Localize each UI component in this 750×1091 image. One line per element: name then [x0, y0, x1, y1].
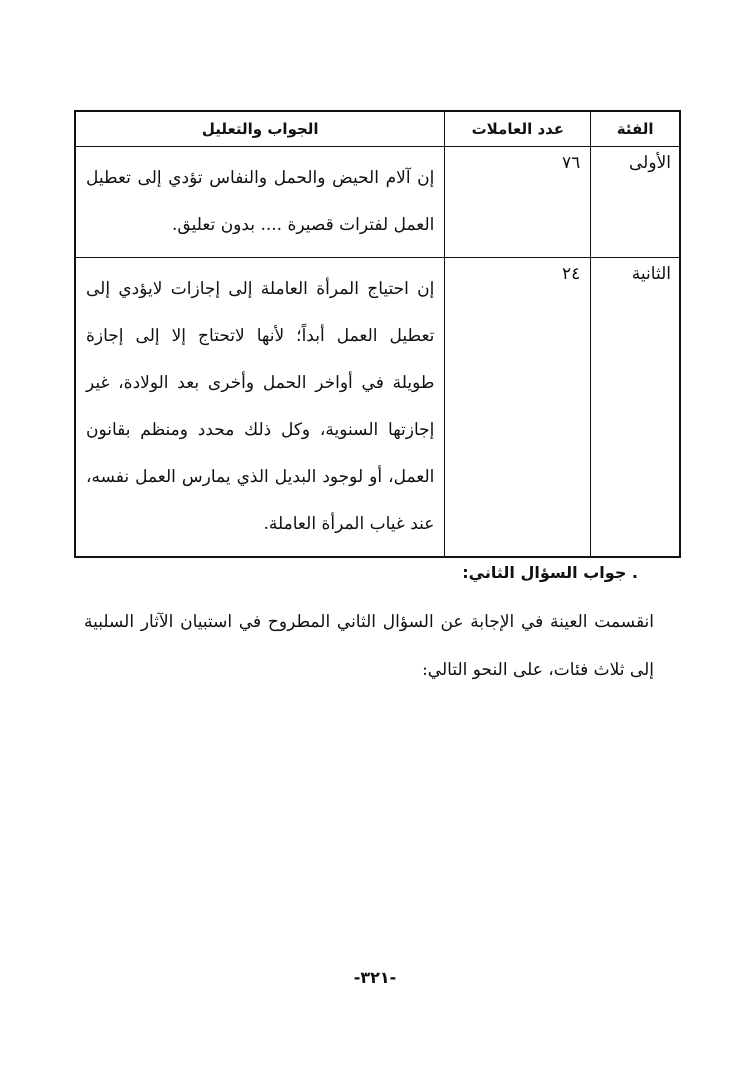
row-category: الثانية [591, 258, 680, 558]
table-row [75, 258, 680, 558]
row-answer: إن احتياج المرأة العاملة إلى إجازات لايؤدي إلى تعطيل العمل أبداً؛ لأنها لاتحتاج إلا إلى إجازة طويلة في أواخر الحمل وأخرى بعد الولادة، غير إجازتها السنوية، وكل ذلك محدد ومنظم بقانون العمل، أو لوجود البديل الذي يمارس العمل نفسه، عند غياب المرأة العاملة. [75, 258, 445, 558]
section-title: . جواب السؤال الثاني: [462, 563, 638, 582]
section-body: انقسمت العينة في الإجابة عن السؤال الثاني المطروح في استبيان الآثار السلبية إلى ثلاث فئات، على النحو التالي: [84, 612, 654, 680]
header-answer: الجواب والتعليل [75, 111, 445, 147]
row-count: ٧٦ [445, 147, 591, 258]
row-answer: إن آلام الحيض والحمل والنفاس تؤدي إلى تعطيل العمل لفترات قصيرة .... بدون تعليق. [75, 147, 445, 258]
survey-answers-table [74, 110, 681, 558]
row-count: ٢٤ [445, 258, 591, 558]
row-category: الأولى [591, 147, 680, 258]
table-header-row [75, 111, 680, 147]
page-number: -٣٢١- [353, 968, 397, 987]
header-count: عدد العاملات [445, 111, 591, 147]
table-row [75, 147, 680, 258]
header-category: الفئة [591, 111, 680, 147]
